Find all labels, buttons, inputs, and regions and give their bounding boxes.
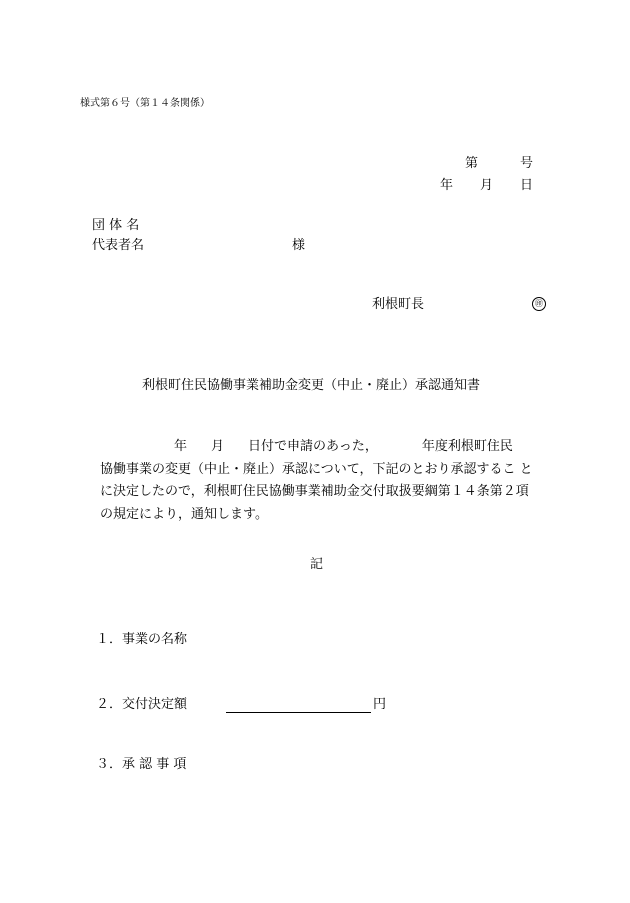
group-name-label: 団 体 名 [92,218,140,233]
date-month: 月 [480,178,494,193]
item-approval-matters: ３．承 認 事 項 [96,757,187,772]
document-title: 利根町住民協働事業補助金変更（中止・廃止）承認通知書 [142,378,481,393]
ki-heading: 記 [310,557,324,572]
seal-glyph: ㊞ [535,299,543,308]
body-line-2: 協働事業の変更（中止・廃止）承認について，下記のとおり承認するこ と [100,461,533,477]
representative-label: 代表者名 [92,238,145,253]
honorific: 様 [292,238,306,253]
body-paragraph [100,436,540,526]
body-fiscal-year: 年度利根町住民 [421,439,513,454]
item-project-name: １．事業の名称 [96,632,188,647]
form-number: 様式第６号（第１４条関係） [80,98,210,109]
body-year: 年 [174,439,188,454]
body-date-phrase: 日付で申請のあった， [248,439,378,454]
sender-title: 利根町長 [372,297,425,312]
grant-amount-field [226,711,371,713]
body-line-4: の規定により，通知します。 [100,506,268,522]
date-day: 日 [520,178,534,193]
document-number-suffix: 号 [520,156,534,171]
yen-unit: 円 [373,697,387,712]
item-grant-amount: ２．交付決定額 [96,697,188,712]
body-line-1 [100,436,540,459]
body-month: 月 [211,439,225,454]
body-line-3: に決定したので，利根町住民協働事業補助金交付取扱要綱第１４条第２項 [100,484,529,500]
date-year: 年 [440,178,454,193]
document-number-prefix: 第 [465,156,479,171]
seal-mark [532,297,546,311]
